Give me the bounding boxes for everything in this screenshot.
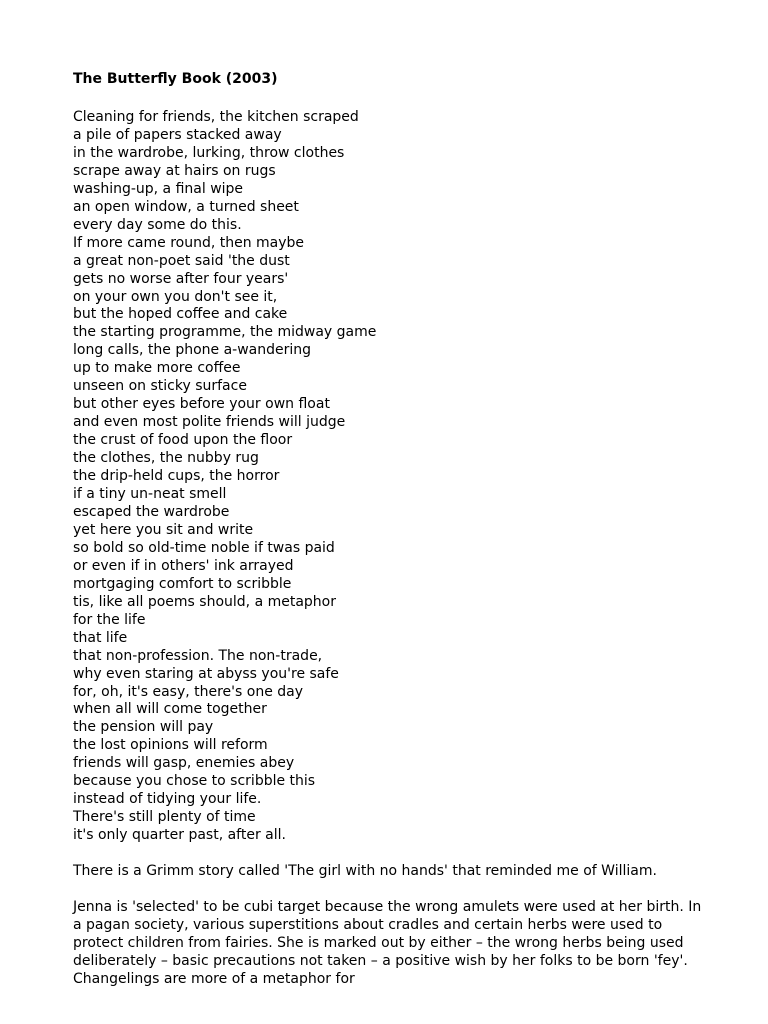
poem-line: it's only quarter past, after all. <box>73 827 286 844</box>
poem-line: but other eyes before your own float <box>73 396 330 413</box>
section-spacer <box>73 845 703 862</box>
poem-line: instead of tidying your life. <box>73 791 262 808</box>
paragraph-jenna: Jenna is 'selected' to be cubi target because the wrong amulets were used at her birth. In a pagan society, various superstitions about cradles and certain herbs were used to protect children from fairies. She is marked out by either – the wrong herbs being used deliberately – basic precautions not taken – a positive wish by her folks to be born 'fey'. Changelings are more of a metaphor for <box>73 899 702 988</box>
poem-line: If more came round, then maybe <box>73 234 305 251</box>
poem-line: Cleaning for friends, the kitchen scraped <box>73 109 359 125</box>
poem-line: up to make more coffee <box>73 360 241 377</box>
poem-line: friends will gasp, enemies abey <box>73 755 295 772</box>
poem-line: the pension will pay <box>73 719 214 736</box>
poem-line: or even if in others' ink arrayed <box>73 557 294 574</box>
poem-line: but the hoped coffee and cake <box>73 306 288 323</box>
poem-line: the starting programme, the midway game <box>73 324 377 341</box>
poem-line: yet here you sit and write <box>73 521 254 538</box>
poem-line: long calls, the phone a-wandering <box>73 342 312 359</box>
poem-line: in the wardrobe, lurking, throw clothes <box>73 144 345 161</box>
poem-line: why even staring at abyss you're safe <box>73 665 339 682</box>
document-page <box>73 70 703 988</box>
poem-line: a pile of papers stacked away <box>73 126 282 143</box>
poem-line: every day some do this. <box>73 216 242 233</box>
poem-line: an open window, a turned sheet <box>73 198 299 215</box>
poem-line: for the life <box>73 611 146 628</box>
poem-line: that life <box>73 629 128 646</box>
poem-line: the clothes, the nubby rug <box>73 450 259 467</box>
poem-line: the crust of food upon the floor <box>73 432 293 449</box>
paragraph-grimm: There is a Grimm story called 'The girl with no hands' that reminded me of William. <box>73 863 657 880</box>
document-title: The Butterfly Book (2003) <box>73 71 278 87</box>
poem-line: unseen on sticky surface <box>73 378 247 395</box>
poem-line: scrape away at hairs on rugs <box>73 162 276 179</box>
poem-line: a great non-poet said 'the dust <box>73 252 290 269</box>
poem-line: for, oh, it's easy, there's one day <box>73 683 304 700</box>
poem-line: escaped the wardrobe <box>73 503 230 520</box>
poem-line: mortgaging comfort to scribble <box>73 575 292 592</box>
poem-line: There's still plenty of time <box>73 809 256 826</box>
poem <box>73 109 703 845</box>
poem-line: and even most polite friends will judge <box>73 414 346 431</box>
poem-line: the lost opinions will reform <box>73 737 268 754</box>
poem-line: washing-up, a final wipe <box>73 180 244 197</box>
poem-line: on your own you don't see it, <box>73 288 278 305</box>
poem-line: because you chose to scribble this <box>73 773 316 790</box>
poem-line: the drip-held cups, the horror <box>73 468 280 485</box>
poem-line: gets no worse after four years' <box>73 270 289 287</box>
poem-line: so bold so old-time noble if twas paid <box>73 539 335 556</box>
poem-line: tis, like all poems should, a metaphor <box>73 593 336 610</box>
poem-line: when all will come together <box>73 701 267 718</box>
poem-line: that non-profession. The non-trade, <box>73 647 323 664</box>
poem-line: if a tiny un-neat smell <box>73 486 227 503</box>
